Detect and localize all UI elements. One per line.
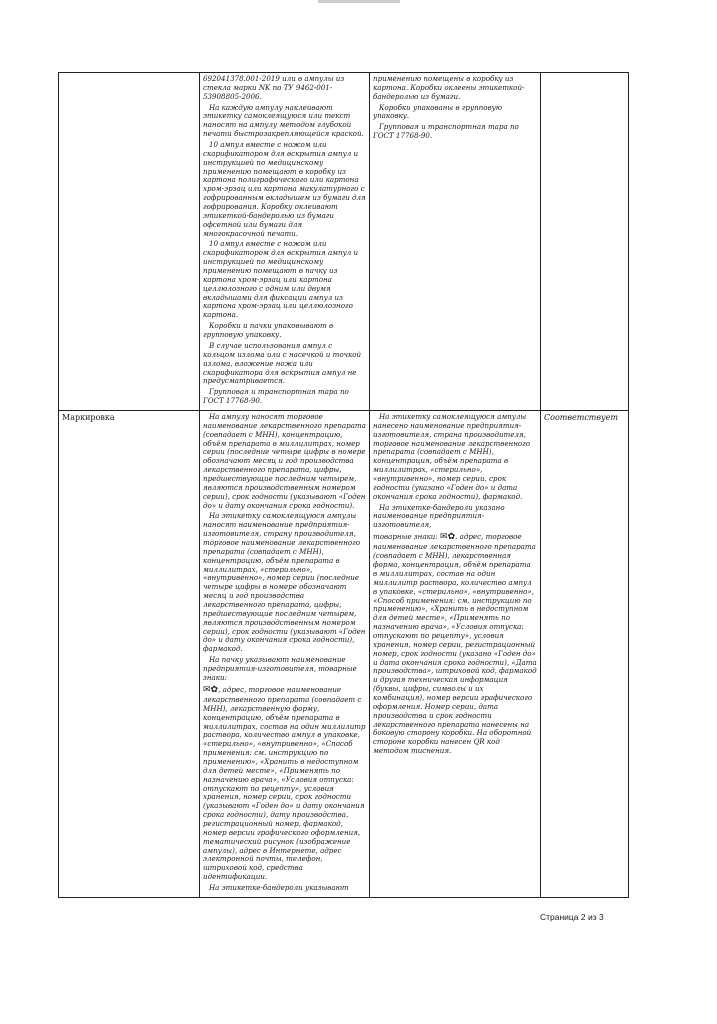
table-row-marking xyxy=(59,410,629,897)
cell-conformity-marking: Соответствует xyxy=(541,410,629,897)
table-row-packaging xyxy=(59,73,629,411)
paragraph-text: товарные знаки: xyxy=(373,532,438,542)
paragraph: На этикетке-бандероли указывают xyxy=(209,883,349,893)
paragraph: 692041378.001-2019 или в ампулы из стекла марки NK по ТУ 9462-001-53908805-2006. xyxy=(203,74,345,101)
paragraph: 10 ампул вместе с ножом или скарификатором для вскрытия ампул и инструкцией по медицинскому применению помещают в пачку из картона хром-эрзац или картона целлюлозного с одним или двумя вкладышами для фиксации ампул из картона хром-эрзац или целлюлозного картона. xyxy=(203,239,359,320)
paragraph: Групповая и транспортная тара по ГОСТ 17768-90. xyxy=(373,122,519,141)
paragraph-text: адрес, торговое наименование лекарственного препарата (совпадает с МНН), лекарственная форма, концентрация, объём препарата в миллилитрах, состав на один миллилитр раствора, количество ампул в упаковке, «стерильно», «внутривенно», «Способ применения: см. инструкцию по применению», «Хранить в недоступном для детей месте», «Применять по назначению врача», «Условия отпуска: отпускают по рецепту», условия хранения, номер серии, регистрационный номер, срок годности (указано «Годен до» и дата окончания срока годности), «Дата производства», штриховой код, фармакод и другая техническая информация (буквы, цифры, символы и их комбинация), номер версии графического оформления. Номер серии, дата производства и срок годности лекарственного препарата нанесены на боковую сторону коробки. На оборотной стороне коробки нанесен QR код методом тиснения. xyxy=(373,532,537,756)
paragraph: На пачку указывают наименование предприятия-изготовителя, товарные знаки: xyxy=(203,655,357,682)
spec-table xyxy=(58,72,629,898)
cell-results-marking xyxy=(370,410,541,897)
paragraph: применению помещены в коробку из картона. Коробки оклеены этикеткой-бандеролью из бумаги. xyxy=(373,74,525,101)
cell-label-empty xyxy=(59,73,200,411)
cell-label-marking: Маркировка xyxy=(59,410,200,897)
paragraph: товарные знаки: ✉✿, адрес, торговое наименование лекарственного препарата (совпадает с МНН), лекарственная форма, концентрация, объём препарата в миллилитрах, состав на один миллилитр раствора, количество ампул в упаковке, «стерильно», «внутривенно», «Способ применения: см. инструкцию по применению», «Хранить в недоступном для детей месте», «Применять по назначению врача», «Условия отпуска: отпускают по рецепту», условия хранения, номер серии, регистрационный номер, срок годности (указано «Годен до» и дата окончания срока годности), «Дата производства», штриховой код, фармакод и другая техническая информация (буквы, цифры, символы и их комбинация), номер версии графического оформления. Номер серии, дата производства и срок годности лекарственного препарата нанесены на боковую сторону коробки. На оборотной стороне коробки нанесен QR код методом тиснения. xyxy=(373,532,537,756)
paragraph: В случае использования ампул с кольцом излома или с насечкой и точкой излома, вложение ножа или скарификатора для вскрытия ампул не предусматривается. xyxy=(203,340,362,386)
scan-artifact xyxy=(318,0,400,3)
paragraph: Групповая и транспортная тара по ГОСТ 17768-90. xyxy=(203,387,349,406)
paragraph: Коробки упакованы в групповую упаковку. xyxy=(373,102,502,121)
cell-conformity-empty xyxy=(541,73,629,411)
paragraph: 10 ампул вместе с ножом или скарификатором для вскрытия ампул и инструкцией по медицинскому применению помещают в коробку из картона полиграфического или картона хром-эрзац или картона макулатурного с гофрированным вкладышем из бумаги для гофрирования. Коробку оклеивают этикеткой-бандеролью из бумаги офсетной или бумаги для многокрасочной печати. xyxy=(203,140,366,238)
paragraph: На каждую ампулу наклеивают этикетку самоклеящуюся или текст наносят на ампулу методом глубокой печати быстрозакрепляющейся краской. xyxy=(203,102,364,139)
trademark-logo-icon: ✉ xyxy=(440,532,448,543)
page-number: Страница 2 из 3 xyxy=(540,912,604,922)
paragraph: На этикетке-бандероли указано наименование предприятия-изготовителя, xyxy=(373,502,505,530)
paragraph: Коробки и пачки упаковывают в групповую упаковку. xyxy=(203,321,334,340)
trademark-flame-icon: ✿ xyxy=(210,684,219,695)
paragraph: ✉✿, адрес, торговое наименование лекарственного препарата (совпадает с МНН), лекарственную форму, концентрацию, объём препарата в миллилитрах, состав на один миллилитр раствора, количество ампул в упаковке, «стерильно», «внутривенно», «Способ применения: см. инструкцию по применению», «Хранить в недоступном для детей месте», «Применять по назначению врача», «Условия отпуска: отпускают по рецепту», условия хранения, номер серии, срок годности (указывают «Годен до» и дату окончания срока годности), дату производства, регистрационный номер, фармакод, номер версии графического оформления, тематический рисунок (изображение ампулы), адрес в Интернете, адрес электронной почты, телефон, штриховой код, средства идентификации. xyxy=(203,684,366,882)
paragraph-text: адрес, торговое наименование лекарственного препарата (совпадает с МНН), лекарственную форму, концентрацию, объём препарата в миллилитрах, состав на один миллилитр раствора, количество ампул в упаковке, «стерильно», «внутривенно», «Способ применения: см. инструкцию по применению», «Хранить в недоступном для детей месте», «Применять по назначению врача», «Условия отпуска: отпускают по рецепту», условия хранения, номер серии, срок годности (указывают «Годен до» и дату окончания срока годности), дату производства, регистрационный номер, фармакод, номер версии графического оформления, тематический рисунок (изображение ампулы), адрес в Интернете, адрес электронной почты, телефон, штриховой код, средства идентификации. xyxy=(203,684,366,882)
paragraph: На ампулу наносят торговое наименование лекарственного препарата (совпадает с МНН), концентрацию, объём препарата в миллилитрах, номер серии (последние четыре цифры в номере обозначают месяц и год производства лекарственного препарата, цифры, предшествующие последним четырем, являются производственным номером серии), срок годности (указывают «Годен до» и дату окончания срока годности). xyxy=(203,411,366,510)
cell-requirements-packaging xyxy=(200,73,370,411)
paragraph: На этикетку самоклеящуюся ампулы нанесено наименование предприятия-изготовителя, страна производителя, торговое наименование лекарственного препарата (совпадает с МНН), концентрация, объём препарата в миллилитрах, «стерильно», «внутривенно», номер серии, срок годности (указано «Годен до» и дата окончания срока годности), фармакод. xyxy=(373,411,531,501)
paragraph: На этикетку самоклеящуюся ампулы наносят наименование предприятия-изготовителя, страну производителя, торговое наименование лекарственного препарата (совпадает с МНН), концентрацию, объём препарата в миллилитрах, «стерильно», «внутривенно», номер серии (последние четыре цифры в номере обозначают месяц и год производства лекарственного препарата, цифры, предшествующие последним четырем, являются производственным номером серии), срок годности (указывают «Годен до» и дату окончания срока годности), фармакод. xyxy=(203,511,366,654)
cell-results-packaging xyxy=(370,73,541,411)
trademark-logo-icon: ✉ xyxy=(203,684,211,695)
cell-requirements-marking xyxy=(200,410,370,897)
trademark-flame-icon: ✿ xyxy=(447,532,456,543)
